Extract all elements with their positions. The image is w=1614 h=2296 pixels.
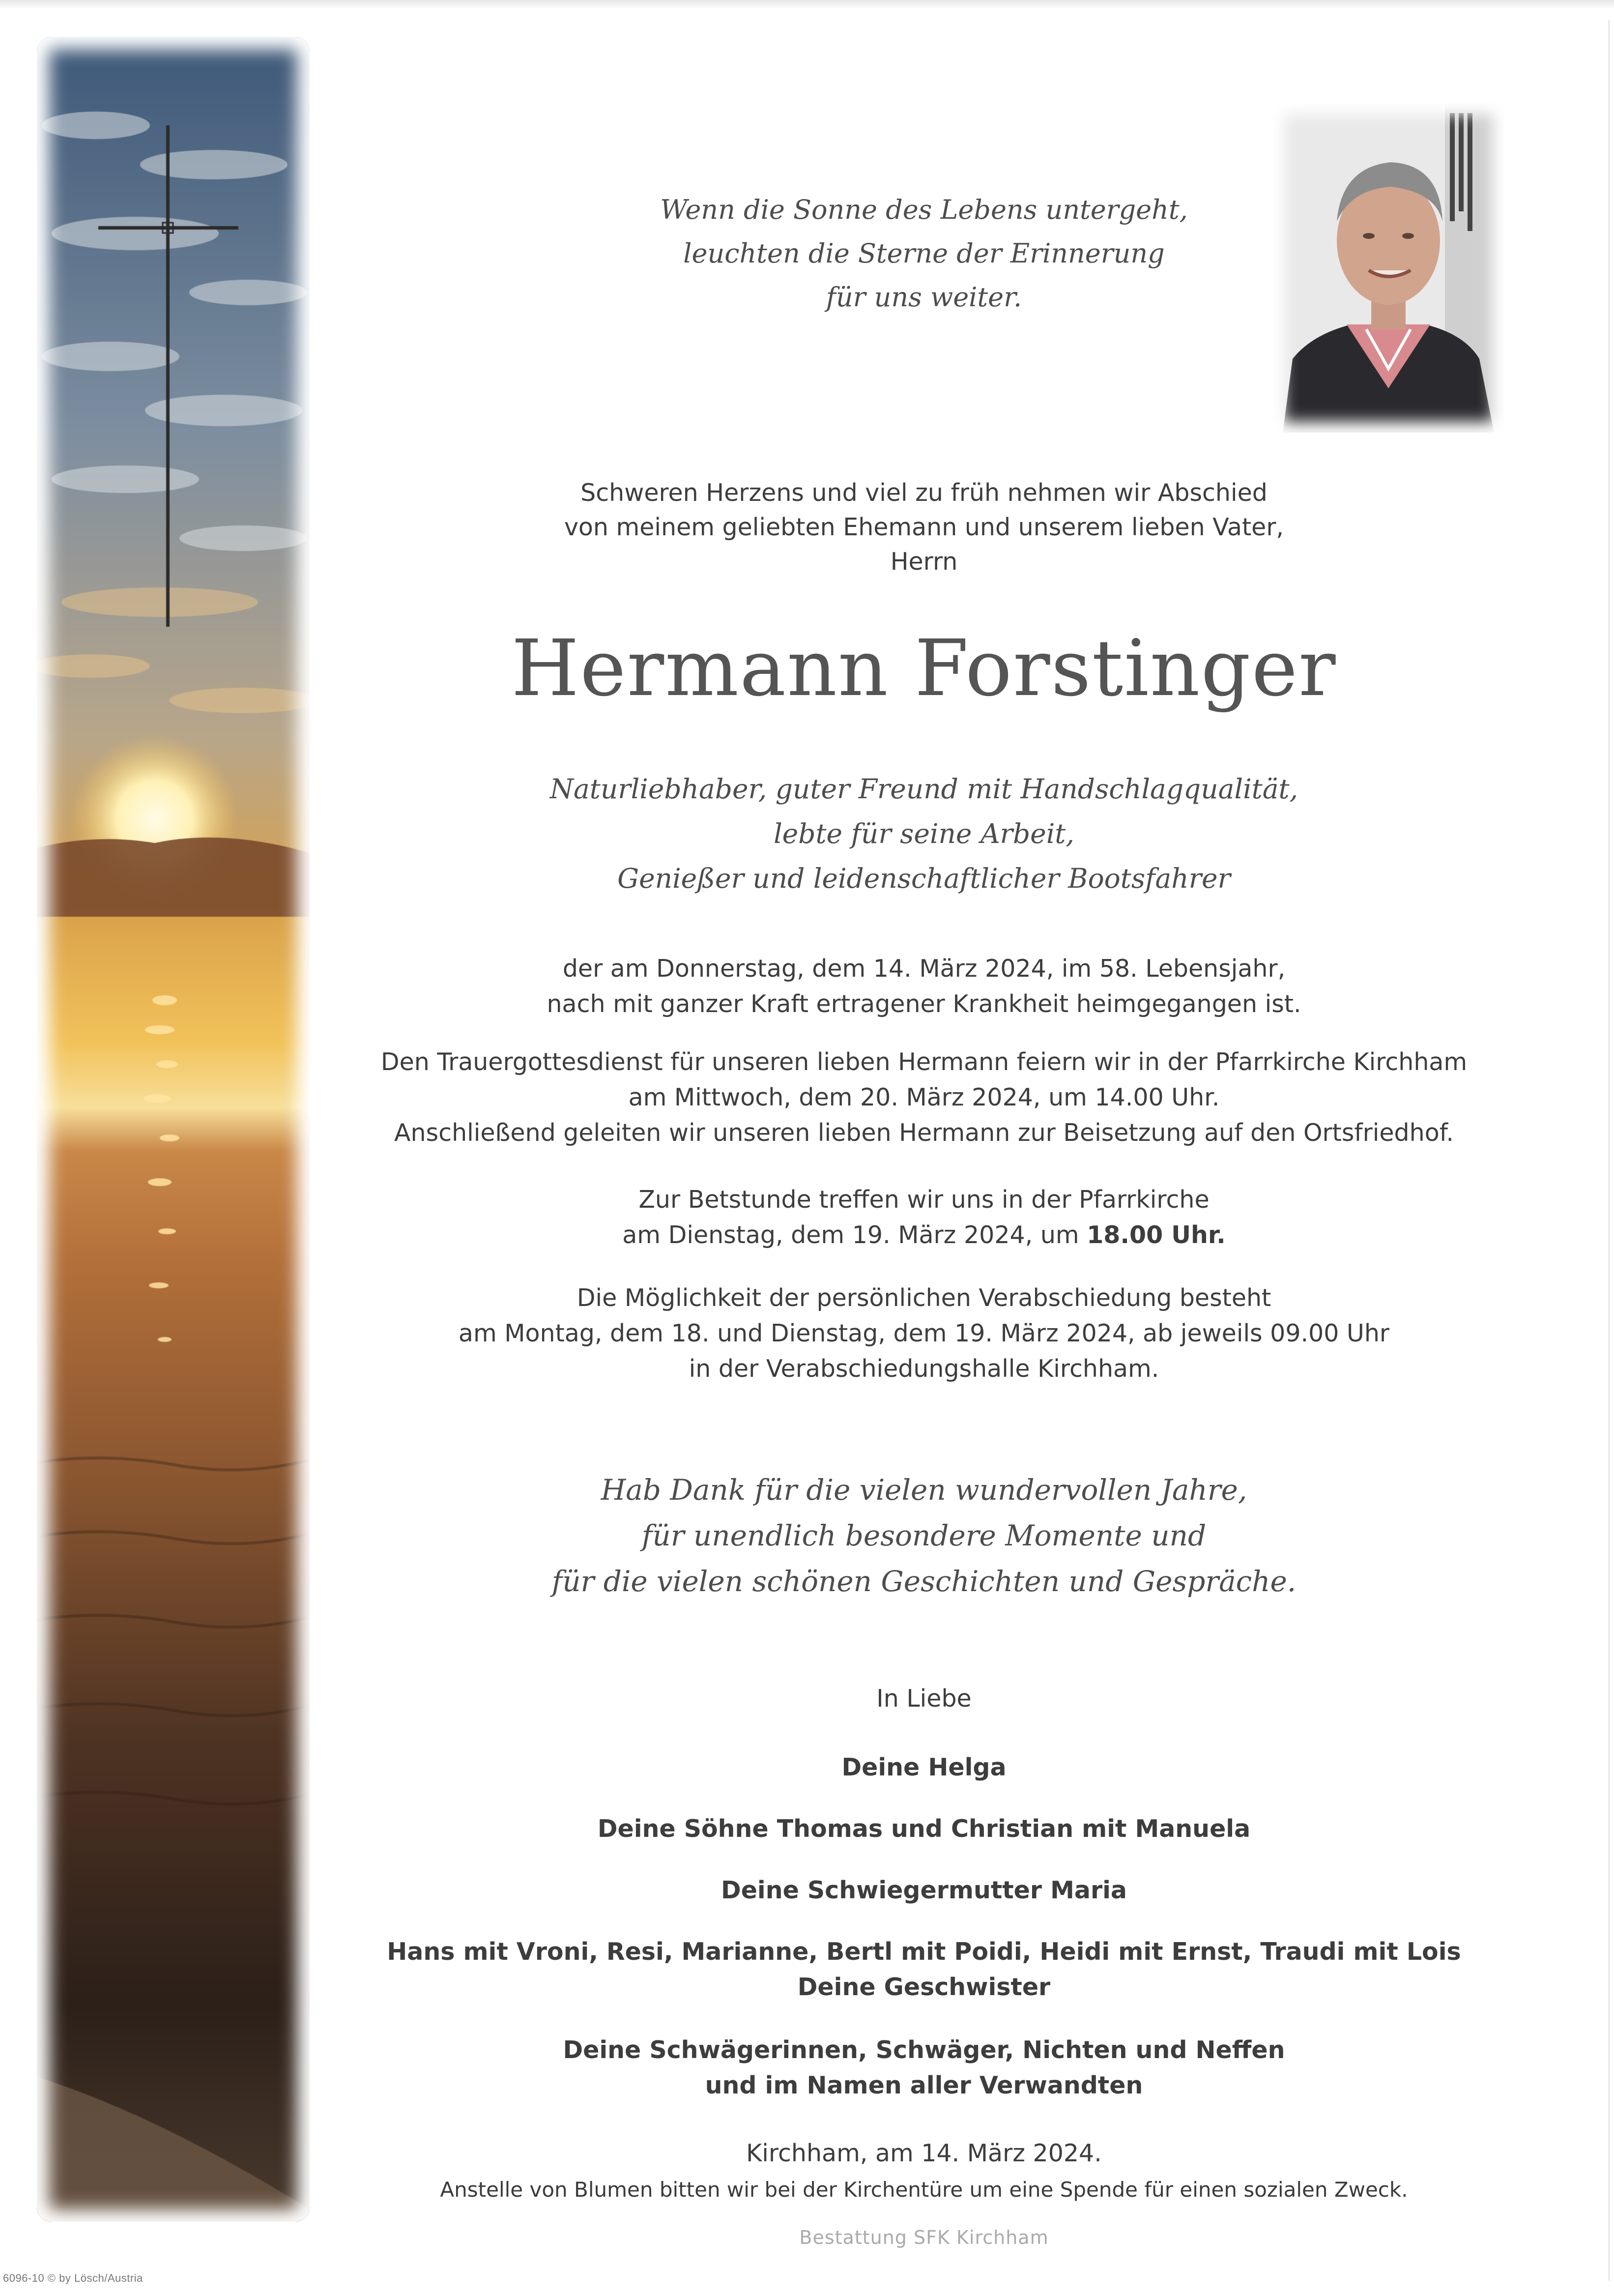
service-line: am Mittwoch, dem 20. März 2024, um 14.00 Uhr. bbox=[628, 1083, 1220, 1111]
service-info bbox=[344, 1045, 1504, 1151]
place-date: Kirchham, am 14. März 2024. bbox=[746, 2139, 1102, 2167]
sunset-photo-strip bbox=[37, 37, 310, 2222]
mourner-mother-in-law: Deine Schwiegermutter Maria bbox=[721, 1876, 1127, 1904]
death-notice bbox=[344, 951, 1504, 1022]
intro-line: Herrn bbox=[890, 548, 958, 576]
prayer-time: 18.00 Uhr. bbox=[1087, 1221, 1226, 1249]
relatives-line: und im Namen aller Verwandten bbox=[705, 2071, 1143, 2099]
thanks-quote bbox=[344, 1467, 1504, 1604]
opening-quote bbox=[344, 188, 1504, 319]
mourner-wife: Deine Helga bbox=[841, 1753, 1007, 1781]
relatives-line: Deine Schwägerinnen, Schwäger, Nichten und Neffen bbox=[563, 2036, 1285, 2064]
prayer-info bbox=[344, 1182, 1504, 1253]
traits-line: lebte für seine Arbeit, bbox=[774, 818, 1074, 849]
farewell-line: Die Möglichkeit der persönlichen Verabschiedung besteht bbox=[576, 1284, 1271, 1312]
intro-text bbox=[344, 476, 1504, 579]
siblings-names: Hans mit Vroni, Resi, Marianne, Bertl mit Poidi, Heidi mit Ernst, Traudi mit Lois bbox=[387, 1938, 1461, 1966]
death-line: nach mit ganzer Kraft ertragener Krankheit heimgegangen ist. bbox=[547, 990, 1301, 1018]
farewell-line: am Montag, dem 18. und Dienstag, dem 19. März 2024, ab jeweils 09.00 Uhr bbox=[458, 1319, 1390, 1347]
siblings-label: Deine Geschwister bbox=[797, 1973, 1051, 2001]
thanks-line: für die vielen schönen Geschichten und Gespräche. bbox=[551, 1565, 1297, 1598]
prayer-line bbox=[344, 1218, 1504, 1253]
undertaker: Bestattung SFK Kirchham bbox=[799, 2227, 1049, 2248]
in-liebe: In Liebe bbox=[876, 1685, 972, 1713]
traits-text bbox=[344, 767, 1504, 901]
right-border bbox=[1608, 20, 1610, 2281]
thanks-line: für unendlich besondere Momente und bbox=[641, 1519, 1207, 1552]
mourner-relatives bbox=[344, 2033, 1504, 2103]
death-line: der am Donnerstag, dem 14. März 2024, im 58. Lebensjahr, bbox=[562, 955, 1286, 983]
quote-line: für uns weiter. bbox=[826, 282, 1022, 313]
sunset-image bbox=[37, 37, 310, 2222]
farewell-info bbox=[344, 1280, 1504, 1387]
deceased-name: Hermann Forstinger bbox=[511, 623, 1337, 714]
print-credit: 6096-10 © by Lösch/Austria bbox=[3, 2272, 143, 2284]
service-line: Den Trauergottesdienst für unseren lieben Hermann feiern wir in der Pfarrkirche Kirchham bbox=[380, 1048, 1468, 1076]
service-line: Anschließend geleiten wir unseren lieben Hermann zur Beisetzung auf den Ortsfriedhof. bbox=[394, 1119, 1454, 1147]
mourner-siblings bbox=[344, 1934, 1504, 2005]
quote-line: Wenn die Sonne des Lebens untergeht, bbox=[660, 194, 1188, 225]
prayer-line: Zur Betstunde treffen wir uns in der Pfarrkirche bbox=[638, 1186, 1210, 1214]
intro-line: Schweren Herzens und viel zu früh nehmen wir Abschied bbox=[580, 479, 1268, 507]
donation-note: Anstelle von Blumen bitten wir bei der Kirchentüre um eine Spende für einen sozialen Zweck. bbox=[440, 2178, 1408, 2202]
prayer-date: am Dienstag, dem 19. März 2024, um bbox=[622, 1221, 1087, 1249]
mourner-sons: Deine Söhne Thomas und Christian mit Manuela bbox=[597, 1815, 1251, 1843]
top-border bbox=[0, 0, 1614, 9]
quote-line: leuchten die Sterne der Erinnerung bbox=[683, 238, 1165, 269]
thanks-line: Hab Dank für die vielen wundervollen Jahre, bbox=[601, 1473, 1247, 1507]
traits-line: Genießer und leidenschaftlicher Bootsfahrer bbox=[617, 863, 1231, 894]
intro-line: von meinem geliebten Ehemann und unserem lieben Vater, bbox=[564, 513, 1284, 541]
farewell-line: in der Verabschiedungshalle Kirchham. bbox=[689, 1355, 1159, 1383]
traits-line: Naturliebhaber, guter Freund mit Handschlagqualität, bbox=[549, 773, 1298, 805]
